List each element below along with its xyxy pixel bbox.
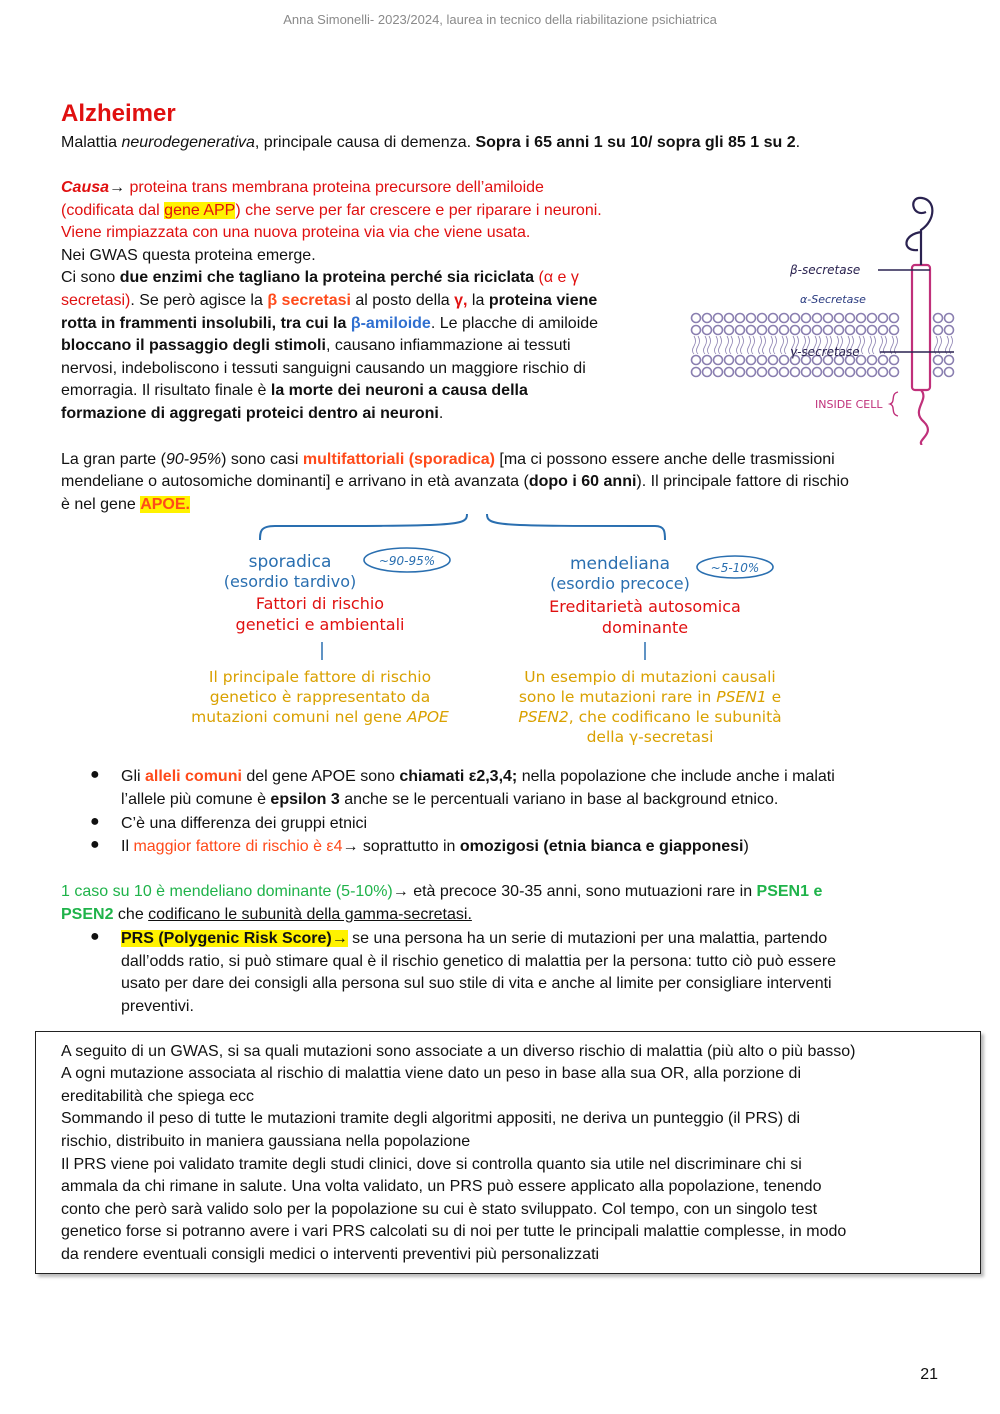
box-line-9: genetico forse si potranno avere i vari PRS calcolati su di noi per tutte le principali malattie complesse, in modo [61, 1223, 847, 1240]
apoe-italic: APOE [406, 708, 449, 726]
cause-line-10 [61, 380, 528, 403]
psen2-italic: PSEN2 [518, 708, 569, 726]
highlight-gene-app: gene APP [164, 202, 236, 219]
sporadic-text: mendeliane o autosomiche dominanti] e arrivano in età avanzata ( [61, 473, 529, 490]
prs-line-1 [121, 928, 827, 951]
cause-bold: bloccano il passaggio degli stimoli [61, 337, 326, 354]
cause-line-3: Viene rimpiazzata con una nuova proteina via via che viene usata. [61, 224, 531, 241]
cause-line-6 [61, 290, 597, 313]
left-gold-2: genetico è rappresentato da [209, 688, 431, 706]
mendelian-line-1 [61, 881, 822, 904]
cause-text: . Se però agisce la [130, 292, 268, 309]
cause-bold: rotta in frammenti insolubili, tra cui la [61, 315, 351, 332]
intro-italic: neurodegenerativa [121, 134, 255, 151]
bullet-text: l’allele più comune è [121, 791, 271, 808]
sporadic-text: [ma ci possono essere anche delle trasmissioni [494, 451, 835, 468]
bullet-1-line-2 [121, 789, 778, 812]
mendelian-line-2 [61, 904, 472, 927]
sporadic-text: La gran parte ( [61, 451, 166, 468]
box-line-2: A ogni mutazione associata al rischio di malattia viene dato un peso in base alla sua OR, alla porzione di [61, 1065, 801, 1082]
left-gold-3 [191, 708, 449, 726]
box-line-6: Il PRS viene poi validato tramite degli studi clinici, dove si controlla quanto sia utile nel discriminare chi si [61, 1156, 802, 1173]
sporadic-line-1 [61, 449, 835, 472]
mendelian-green: 1 caso su 10 è mendeliano dominante (5-10%) [61, 883, 393, 900]
left-subtitle: (esordio tardivo) [223, 572, 357, 591]
bullet-dot: ● [90, 813, 100, 830]
mendelian-underline: codificano le subunità della gamma-secretasi. [148, 906, 472, 923]
cause-text: (codificata dal [61, 202, 165, 219]
cause-label: Causa [61, 179, 110, 196]
right-gold-2 [519, 688, 781, 706]
right-percent: ~5-10% [710, 561, 760, 575]
label-gamma-secretase: γ-secretase [790, 345, 860, 359]
left-gold-3-text: mutazioni comuni nel gene [191, 708, 407, 726]
box-line-1: A seguito di un GWAS, si sa quali mutazioni sono associate a un diverso rischio di malattia (più alto o più basso) [61, 1043, 856, 1060]
cause-bold: la morte dei neuroni a causa della [270, 382, 528, 399]
prs-line-3: usato per dare dei consigli alla persona sul suo stile di vita e anche al limite per consigliare interventi [121, 975, 832, 992]
psen1-italic: PSEN1 [716, 688, 767, 706]
cause-bold: proteina viene [488, 292, 598, 309]
right-title: mendeliana [569, 554, 671, 574]
right-subtitle: (esordio precoce) [550, 574, 690, 593]
sporadic-line-2 [61, 471, 849, 494]
cause-red: (α e γ [534, 269, 579, 286]
right-gold-1: Un esempio di mutazioni causali [524, 668, 776, 686]
sporadic-text: ). Il principale fattore di rischio [636, 473, 849, 490]
cause-line-5 [61, 267, 579, 290]
right-gold-4: della γ-secretasi [586, 728, 714, 746]
left-title: sporadica [248, 552, 332, 572]
right-red-1: Ereditarietà autosomica [549, 597, 741, 616]
arrow-glyph: → [109, 179, 126, 196]
bullet-dot: ● [90, 836, 100, 853]
mendelian-text: età precoce 30-35 anni, sono mutuazioni rare in [408, 883, 757, 900]
bullet-bold: epsilon 3 [270, 791, 340, 808]
left-gold-1: Il principale fattore di rischio [208, 668, 432, 686]
box-line-10: da rendere eventuali consigli medici o interventi preventivi più personalizzati [61, 1246, 600, 1263]
cause-text: la [467, 292, 489, 309]
cause-line-11 [61, 403, 443, 426]
arrow-glyph: → [392, 883, 409, 900]
cause-line-7 [61, 313, 598, 336]
intro-text: Malattia [61, 134, 122, 151]
cause-text: Ci sono [61, 269, 120, 286]
highlight-prs: PRS (Polygenic Risk Score)→ [121, 930, 348, 947]
intro-text: , principale causa di demenza. [254, 134, 476, 151]
box-line-8: conto che però sarà valido solo per la popolazione su cui è stato sviluppato. Col tempo, con un singolo test [61, 1201, 818, 1218]
cause-bold: due enzimi che tagliano la proteina perché sia riciclata [119, 269, 535, 286]
cause-line-1 [61, 177, 544, 200]
box-line-3: ereditabilità che spiega ecc [61, 1088, 255, 1105]
cause-line-8 [61, 335, 571, 358]
right-gold-2-text: sono le mutazioni rare in [518, 688, 717, 706]
box-line-5: rischio, distribuito in maniera gaussiana nella popolazione [61, 1133, 471, 1150]
sporadic-italic: 90-95% [165, 451, 222, 468]
prs-line-4: preventivi. [121, 998, 194, 1015]
prs-text: se una persona ha un serie di mutazioni per una malattia, partendo [347, 930, 828, 947]
box-line-7: ammala da chi rimane in salute. Una volta validato, un PRS può essere applicato alla popolazione, tenendo [61, 1178, 822, 1195]
left-red-1: Fattori di rischio [255, 594, 385, 613]
cause-bold: formazione di aggregati proteici dentro ai neuroni [61, 405, 439, 422]
cause-text: . Le placche di amiloide [430, 315, 599, 332]
intro-bold: Sopra i 65 anni 1 su 10/ sopra gli 85 1 su 2 [475, 134, 796, 151]
bullet-text: ) [743, 838, 749, 855]
right-gold-3-text: , che codificano le subunità [568, 708, 782, 726]
cause-text: proteina trans membrana proteina precursore dell’amiloide [125, 179, 544, 196]
prs-line-2: dall’odds ratio, si può stimare qual è il rischio genetico di malattia per la persona: tutto ciò può essere [121, 953, 837, 970]
right-gold-2-end: e [766, 688, 782, 706]
right-brace [487, 514, 665, 540]
bullet-dot: ● [90, 766, 100, 783]
bullet-bold: omozigosi (etnia bianca e giapponesi [459, 838, 744, 855]
highlight-apoe: APOE. [140, 496, 190, 513]
gamma-term: γ, [454, 292, 468, 309]
arrow-glyph: → [342, 838, 359, 855]
sporadic-text: è nel gene [61, 496, 141, 513]
cause-line-2 [61, 200, 602, 223]
page-title: Alzheimer [61, 100, 176, 127]
right-red-2: dominante [601, 618, 689, 637]
right-gold-3 [518, 708, 781, 726]
left-red-2: genetici e ambientali [235, 615, 405, 634]
sporadic-bold: dopo i 60 anni [528, 473, 637, 490]
bullet-2: C’è una differenza dei gruppi etnici [121, 815, 368, 832]
intro-text: . [795, 134, 801, 151]
box-line-4: Sommando il peso di tutte le mutazioni tramite degli algoritmi appositi, ne deriva un punteggio (il PRS) di [61, 1110, 801, 1127]
bullet-text: del gene APOE sono [241, 768, 400, 785]
cause-red: secretasi) [61, 292, 131, 309]
psen1-term: PSEN1 e [756, 883, 823, 900]
bullet-text: anche se le percentuali variano in base al background etnico. [339, 791, 779, 808]
bullet-dot: ● [90, 928, 100, 945]
bullet-bold: chiamati ε2,3,4; [399, 768, 518, 785]
sporadic-text: ) sono casi [221, 451, 303, 468]
cause-text: al posto della [350, 292, 455, 309]
intro-line [61, 132, 800, 155]
membrane-secretase-figure [690, 190, 958, 445]
psen2-term: PSEN2 [61, 906, 114, 923]
bullet-text: soprattutto in [358, 838, 460, 855]
bullet-text: Gli [121, 768, 145, 785]
sporadic-line-3 [61, 494, 190, 517]
cause-text: emorragia. Il risultato finale è [61, 382, 271, 399]
page-number: 21 [920, 1366, 938, 1383]
left-percent: ~90-95% [378, 554, 436, 568]
left-brace [260, 514, 467, 540]
cause-text: . [438, 405, 444, 422]
label-alpha-secretase: α-Secretase [800, 293, 866, 306]
running-header: Anna Simonelli- 2023/2024, laurea in tecnico della riabilitazione psichiatrica [283, 12, 717, 27]
cause-line-9: nervosi, indeboliscono i tessuti sanguigni causando un maggiore rischio di [61, 360, 586, 377]
bullet-text: Il [121, 838, 134, 855]
cause-line-4: Nei GWAS questa proteina emerge. [61, 247, 316, 264]
alzheimer-forms-figure [185, 512, 805, 760]
multifactorial-term: multifattoriali (sporadica) [302, 451, 495, 468]
common-alleles-term: alleli comuni [145, 768, 242, 785]
bullet-1-line-1 [121, 766, 835, 789]
bullet-text: nella popolazione che include anche i malati [517, 768, 835, 785]
risk-factor-term: maggior fattore di rischio è ε4 [133, 838, 343, 855]
label-inside-cell: INSIDE CELL [815, 398, 883, 411]
mendelian-text: che [113, 906, 149, 923]
beta-secretase-term: β secretasi [267, 292, 351, 309]
cause-text: , causano infiammazione ai tessuti [325, 337, 571, 354]
beta-amyloid-term: β-amiloide [350, 315, 431, 332]
label-beta-secretase: β-secretase [790, 263, 861, 277]
cause-text: ) che serve per far crescere e per riparare i neuroni. [235, 202, 602, 219]
bullet-3 [121, 836, 749, 859]
